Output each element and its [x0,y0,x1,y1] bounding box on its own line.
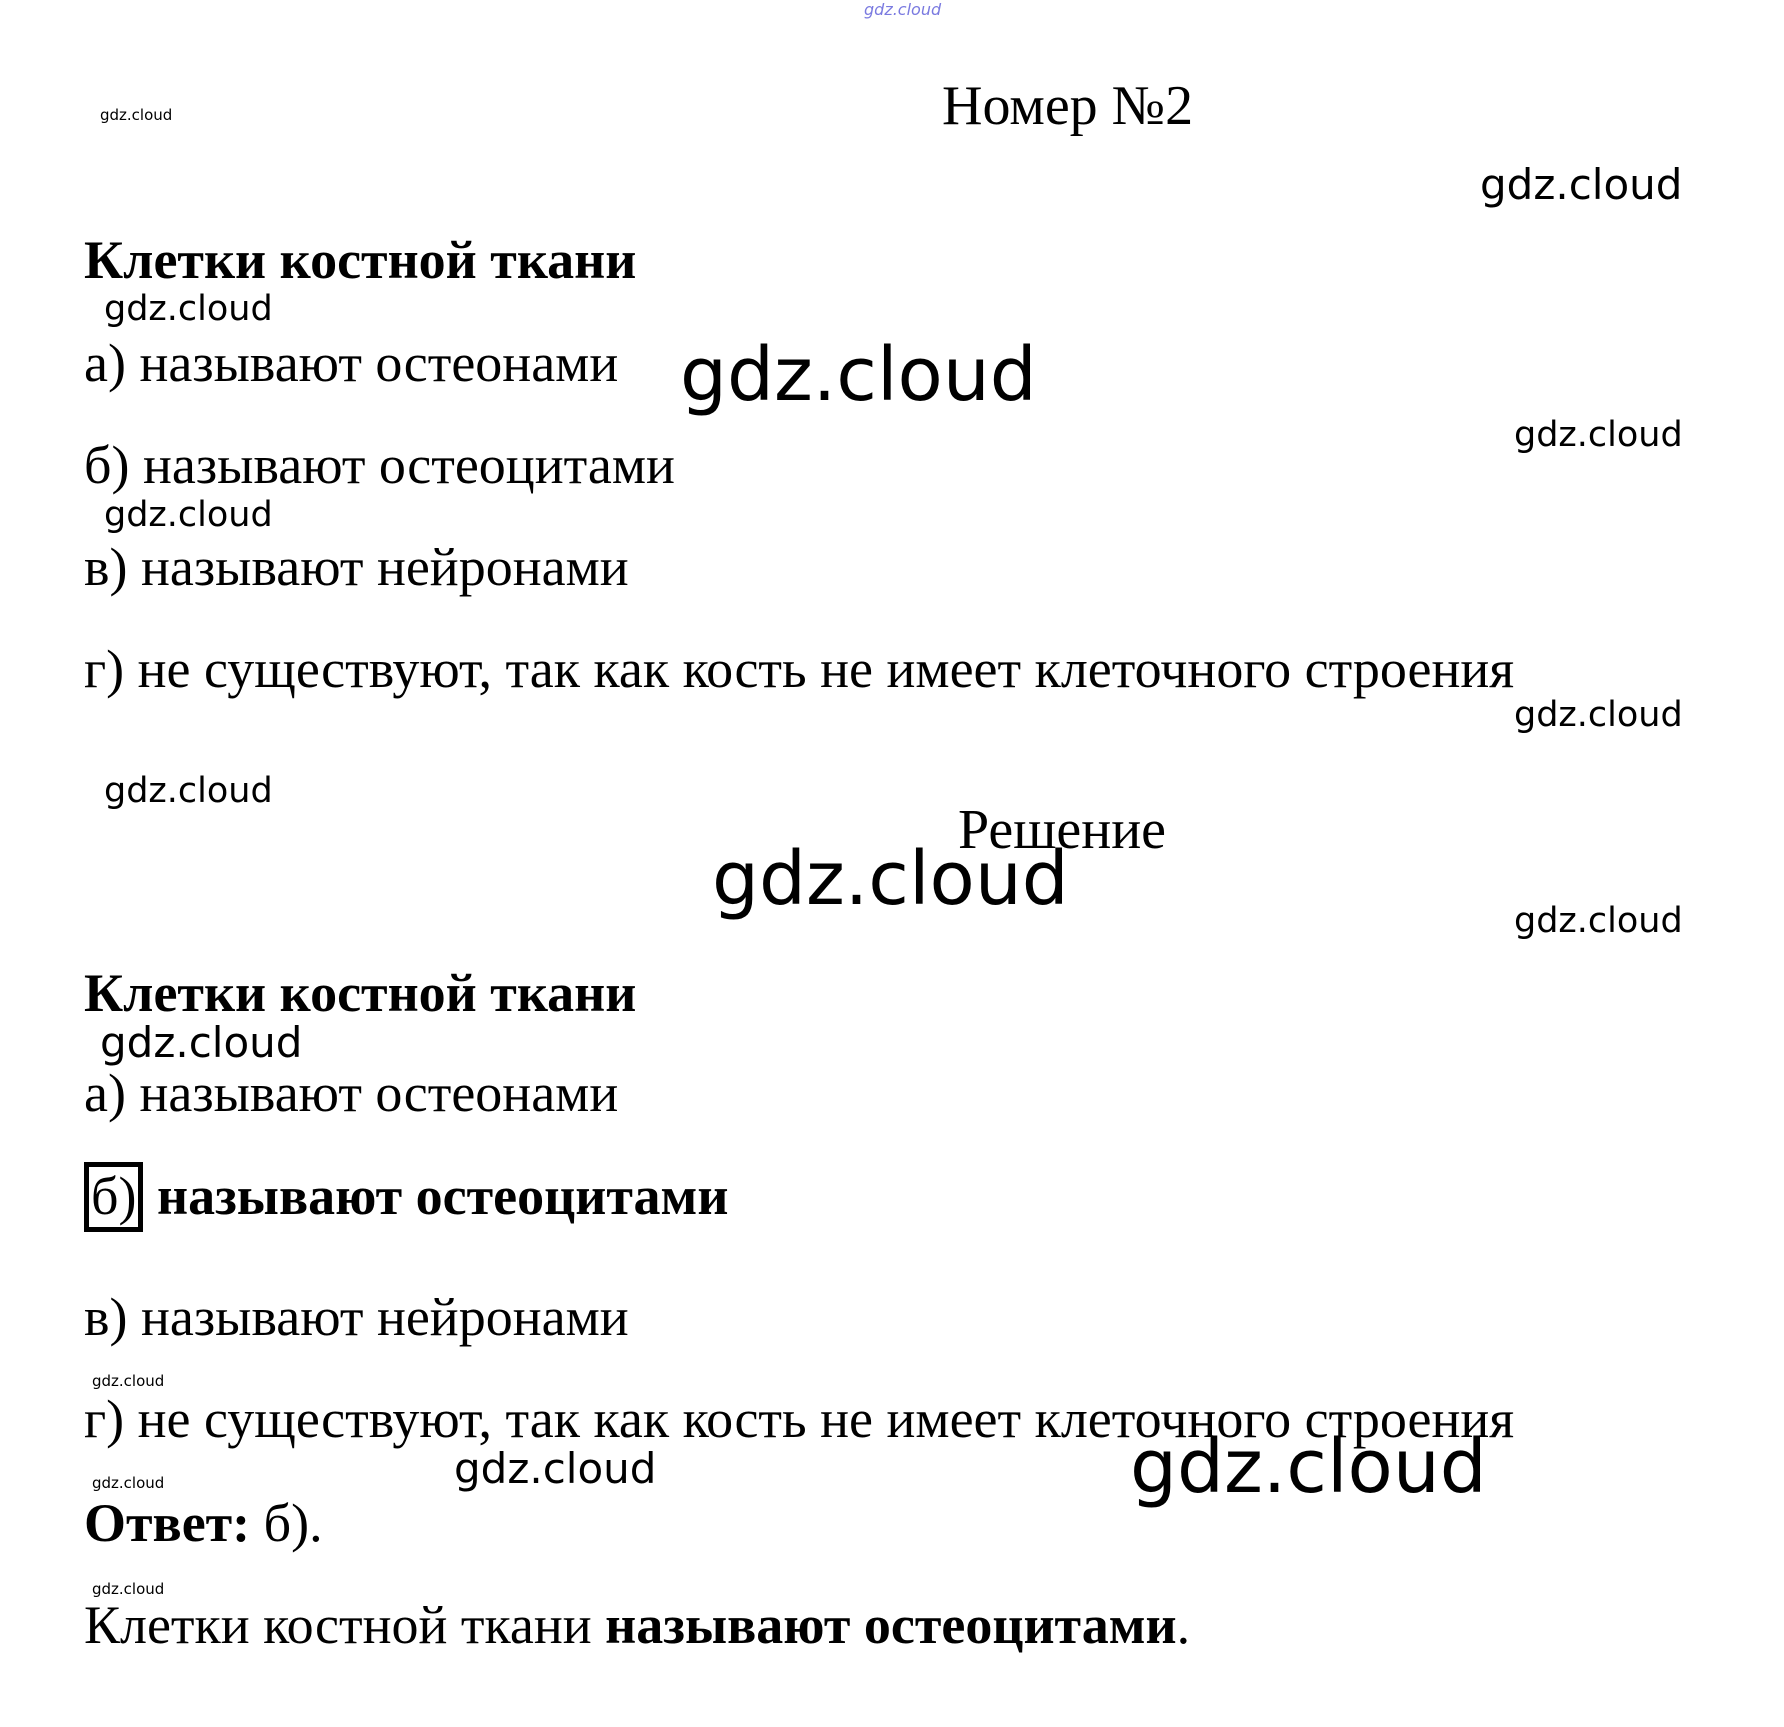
option-text: не существуют, так как кость не имеет клеточного строения [137,639,1515,699]
watermark: gdz.cloud [1514,415,1683,455]
watermark: gdz.cloud [100,106,173,124]
question-option-c [84,537,629,597]
page-title: Номер №2 [942,75,1194,137]
solution-option-c [84,1287,629,1347]
option-text: называют нейронами [140,1287,629,1347]
answer-line [84,1493,323,1553]
answer-value: б). [250,1493,323,1553]
question-option-d [84,639,1515,699]
watermark: gdz.cloud [1514,901,1683,941]
solution-heading: Клетки костной ткани [84,963,637,1023]
watermark: gdz.cloud [712,836,1069,922]
option-text: называют остеонами [139,333,619,393]
option-letter: г) [84,1389,125,1449]
option-letter: г) [84,639,125,699]
option-text: называют остеоцитами [142,435,675,495]
option-letter: а) [84,1063,126,1123]
watermark: gdz.cloud [92,1372,165,1390]
watermark: gdz.cloud [92,1580,165,1598]
watermark: gdz.cloud [680,332,1037,418]
option-letter: б) [84,435,130,495]
watermark: gdz.cloud [104,289,273,329]
question-heading: Клетки костной ткани [84,230,637,290]
watermark: gdz.cloud [1514,695,1683,735]
question-option-b [84,435,675,495]
question-option-a [84,333,619,393]
solution-option-d [84,1389,1515,1449]
watermark: gdz.cloud [104,495,273,535]
solution-option-a [84,1063,619,1123]
answer-label: Ответ: [84,1493,251,1553]
watermark: gdz.cloud [100,1018,303,1067]
solution-option-b [84,1162,728,1232]
watermark: gdz.cloud [92,1474,165,1492]
watermark: gdz.cloud [1480,160,1683,209]
solution-label: Решение [958,799,1167,861]
watermark: gdz.cloud [864,0,942,19]
option-letter: а) [84,333,126,393]
watermark: gdz.cloud [104,771,273,811]
option-text: называют нейронами [140,537,629,597]
explanation-line [84,1595,1191,1655]
selected-option-box: б) [84,1162,143,1232]
option-text: называют остеонами [139,1063,619,1123]
option-letter: в) [84,1287,128,1347]
option-text: не существуют, так как кость не имеет клеточного строения [137,1389,1515,1449]
explanation-bold: называют остеоцитами [605,1595,1177,1655]
watermark: gdz.cloud [454,1444,657,1493]
explanation-suffix: . [1176,1595,1191,1655]
explanation-prefix: Клетки костной ткани [84,1595,606,1655]
option-letter: в) [84,537,128,597]
selected-option-text: называют остеоцитами [156,1166,729,1226]
watermark: gdz.cloud [1130,1424,1487,1510]
